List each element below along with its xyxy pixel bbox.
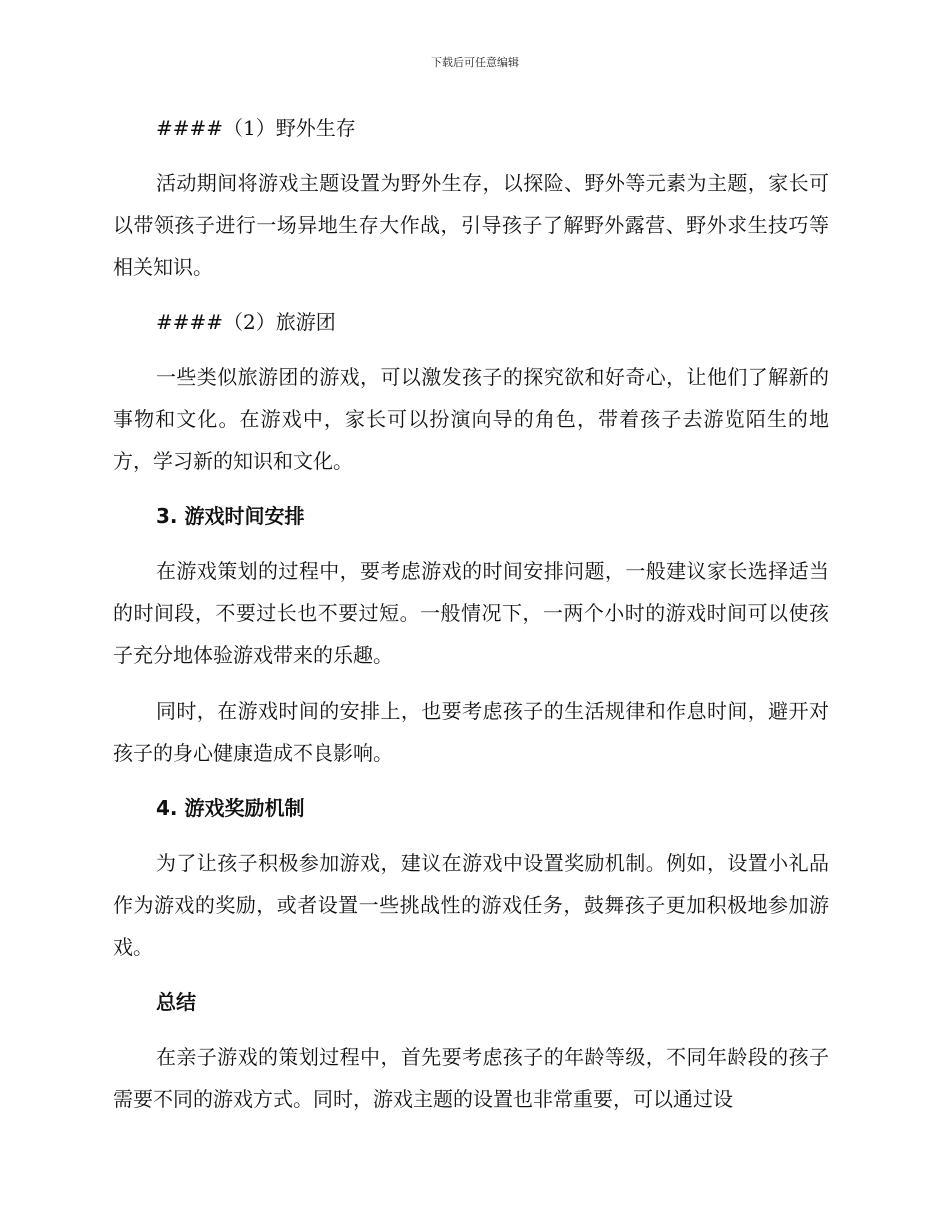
- section-heading: 3. 游戏时间安排: [156, 504, 305, 528]
- section-heading: 总结: [156, 990, 196, 1014]
- paragraph: 同时，在游戏时间的安排上，也要考虑孩子的生活规律和作息时间，避开对孩子的身心健康造成不良影响。: [113, 699, 829, 765]
- subsection-title: ####（1）野外生存: [156, 116, 356, 140]
- section-heading: 4. 游戏奖励机制: [156, 796, 305, 820]
- paragraph: 一些类似旅游团的游戏，可以激发孩子的探究欲和好奇心，让他们了解新的事物和文化。在游戏中，家长可以扮演向导的角色，带着孩子去游览陌生的地方，学习新的知识和文化。: [113, 365, 829, 473]
- paragraph: 在亲子游戏的策划过程中，首先要考虑孩子的年龄等级，不同年龄段的孩子需要不同的游戏方式。同时，游戏主题的设置也非常重要，可以通过设: [113, 1045, 829, 1111]
- subsection-title: ####（2）旅游团: [156, 310, 336, 334]
- paragraph: 在游戏策划的过程中，要考虑游戏的时间安排问题，一般建议家长选择适当的时间段，不要过长也不要过短。一般情况下，一两个小时的游戏时间可以使孩子充分地体验游戏带来的乐趣。: [113, 559, 829, 667]
- paragraph: 为了让孩子积极参加游戏，建议在游戏中设置奖励机制。例如，设置小礼品作为游戏的奖励，或者设置一些挑战性的游戏任务，鼓舞孩子更加积极地参加游戏。: [113, 851, 829, 959]
- paragraph: 活动期间将游戏主题设置为野外生存，以探险、野外等元素为主题，家长可以带领孩子进行一场异地生存大作战，引导孩子了解野外露营、野外求生技巧等相关知识。: [113, 171, 829, 279]
- document-body: [113, 108, 829, 1134]
- page-header: 下载后可任意编辑: [431, 56, 519, 69]
